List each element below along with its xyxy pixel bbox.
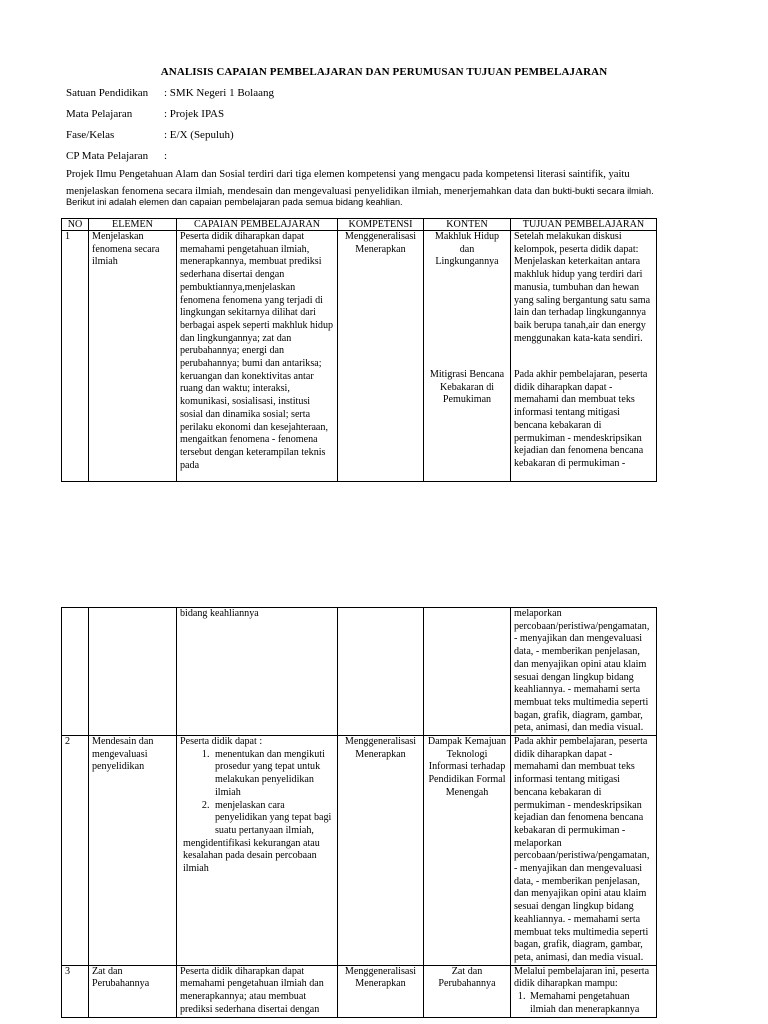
table-row (62, 965, 657, 1017)
cell-elemen: Mendesain dan mengevaluasi penyelidikan (89, 736, 177, 966)
cell-elemen: Zat dan Perubahannya (89, 965, 177, 1017)
cell-tujuan: Pada akhir pembelajaran, peserta didik diharapkan dapat - memahami dan membuat teks informasi tentang mitigasi bencana kebakaran di permukiman - mendeskripsikan kejadian dan fenomena bencana kebakaran di permukiman - melaporkan percobaan/peristiwa/pengamatan, - menyajikan dan mengevaluasi data, - memberikan penjelasan, dan menyajikan opini atau klaim sesuai dengan lingkup bidang keahliannya. - memahami serta membuat teks multimedia seperti bagan, grafik, diagram, gambar, peta, animasi, dan media visual. (511, 736, 657, 966)
cell-kompetensi: Menggeneralisasi Menerapkan (338, 965, 424, 1017)
table-header-row (62, 219, 657, 231)
meta-fase-kelas (66, 129, 234, 141)
intro-line-1: Projek Ilmu Pengetahuan Alam dan Sosial terdiri dari tiga elemen kompetensi yang mengacu pada kompetensi literasi saintifik, yaitu (66, 169, 630, 180)
header-konten: KONTEN (424, 219, 511, 231)
cell-konten: Zat dan Perubahannya (424, 965, 511, 1017)
cell-capaian (177, 736, 338, 966)
header-no: NO (62, 219, 89, 231)
list-item: 1. menentukan dan mengikuti prosedur yang tepat untuk melakukan penyelidikan ilmiah (212, 749, 334, 800)
intro-line-2-end: bukti-bukti secara ilmiah. (552, 186, 654, 196)
meta-label: Fase/Kelas (66, 129, 115, 141)
header-capaian: CAPAIAN PEMBELAJARAN (177, 219, 338, 231)
intro-line-2: menjelaskan fenomena secara ilmiah, mendesain dan mengevaluasi penyelidikan ilmiah, menerjemahkan data dan (66, 186, 553, 197)
cell-capaian: Peserta didik diharapkan dapat memahami pengetahuan ilmiah, menerapkannya, membuat prediksi sederhana disertai dengan pembuktiannya,menjelaskan fenomena fenomena yang terjadi di lingkungan sekitarnya dilihat dari berbagai aspek seperti makhluk hidup dan lingkungannya; zat dan perubahannya; energi dan perubahannya; bumi dan antariksa; keruangan dan konektivitas antar ruang dan waktu; interaksi, komunikasi, sosialisasi, institusi sosial dan dinamika sosial; serta perilaku ekonomi dan kesejahteraan, mengaitkan fenomena - fenomena tersebut dengan keterampilan teknis pada (177, 231, 338, 482)
intro-note: Berikut ini adalah elemen dan capaian pembelajaran pada semua bidang keahlian. (66, 197, 403, 207)
cell-konten (424, 608, 511, 736)
cell-tujuan (511, 965, 657, 1017)
intro-paragraph (66, 167, 706, 200)
capaian-tail: mengidentifikasi kekurangan atau kesalahan pada desain percobaan ilmiah (183, 837, 320, 875)
header-elemen: ELEMEN (89, 219, 177, 231)
capaian-list (180, 749, 334, 838)
cell-no: 2 (62, 736, 89, 966)
cell-capaian: bidang keahliannya (177, 608, 338, 736)
meta-satuan-pendidikan (66, 87, 274, 99)
analysis-table-part-1 (61, 218, 657, 482)
cell-konten (424, 231, 511, 482)
cell-tujuan (511, 231, 657, 482)
tujuan-b: Pada akhir pembelajaran, peserta didik diharapkan dapat - memahami dan membuat teks informasi tentang mitigasi bencana kebakaran di permukiman - mendeskripsikan kejadian dan fenomena bencana kebakaran di permukiman - (514, 369, 648, 469)
konten-b: Mitigrasi Bencana Kebakaran di Pemukiman (429, 369, 505, 406)
list-item: 2. menjelaskan cara penyelidikan yang tepat bagi suatu pertanyaan ilmiah, (212, 800, 334, 838)
cell-capaian: Peserta didik diharapkan dapat memahami pengetahuan ilmiah dan menerapkannya; atau membuat prediksi sederhana disertai dengan (177, 965, 338, 1017)
table-row (62, 231, 657, 482)
meta-cp-mata-pelajaran (66, 150, 167, 162)
meta-value: : Projek IPAS (164, 108, 225, 120)
table-row (62, 736, 657, 966)
tujuan-a: Setelah melakukan diskusi kelompok, peserta didik dapat: Menjelaskan keterkaitan antara makhluk hidup yang terdiri dari manusia, tumbuhan dan hewan yang saling bergantung satu sama lain dan terhadap lingkungannya baik berupa tanah,air dan energy menggunakan kata-kata sendiri. (514, 231, 651, 344)
meta-label: Satuan Pendidikan (66, 87, 149, 99)
meta-value: : SMK Negeri 1 Bolaang (164, 87, 274, 99)
document-title: ANALISIS CAPAIAN PEMBELAJARAN DAN PERUMUSAN TUJUAN PEMBELAJARAN (160, 66, 608, 78)
cell-konten: Dampak Kemajuan Teknologi Informasi terhadap Pendidikan Formal Menengah (424, 736, 511, 966)
cell-no (62, 608, 89, 736)
cell-no: 3 (62, 965, 89, 1017)
meta-value: : E/X (Sepuluh) (164, 129, 234, 141)
tujuan-list (514, 991, 653, 1016)
analysis-table-part-2 (61, 607, 657, 1018)
konten-a: Makhluk Hidup dan Lingkungannya (434, 231, 500, 268)
cell-kompetensi: Menggeneralisasi Menerapkan (338, 231, 424, 482)
cell-kompetensi (338, 608, 424, 736)
tujuan-intro: Melalui pembelajaran ini, peserta didik diharapkan mampu: (514, 965, 650, 990)
header-tujuan: TUJUAN PEMBELAJARAN (511, 219, 657, 231)
table-row (62, 608, 657, 736)
cell-elemen (89, 608, 177, 736)
cell-elemen: Menjelaskan fenomena secara ilmiah (89, 231, 177, 482)
meta-value: : (164, 150, 168, 162)
header-kompetensi: KOMPETENSI (338, 219, 424, 231)
cell-tujuan: melaporkan percobaan/peristiwa/pengamatan, - menyajikan dan mengevaluasi data, - memberikan penjelasan, dan menyajikan opini atau klaim sesuai dengan lingkup bidang keahliannya. - memahami serta membuat teks multimedia seperti bagan, grafik, diagram, gambar, peta, animasi, dan media visual. (511, 608, 657, 736)
cell-no: 1 (62, 231, 89, 482)
cell-kompetensi: Menggeneralisasi Menerapkan (338, 736, 424, 966)
list-item: 1. Memahami pengetahuan ilmiah dan menerapkannya (528, 991, 653, 1016)
meta-label: Mata Pelajaran (66, 108, 133, 120)
meta-label: CP Mata Pelajaran (66, 150, 149, 162)
meta-mata-pelajaran (66, 108, 224, 120)
capaian-intro: Peserta didik dapat : (180, 736, 263, 748)
